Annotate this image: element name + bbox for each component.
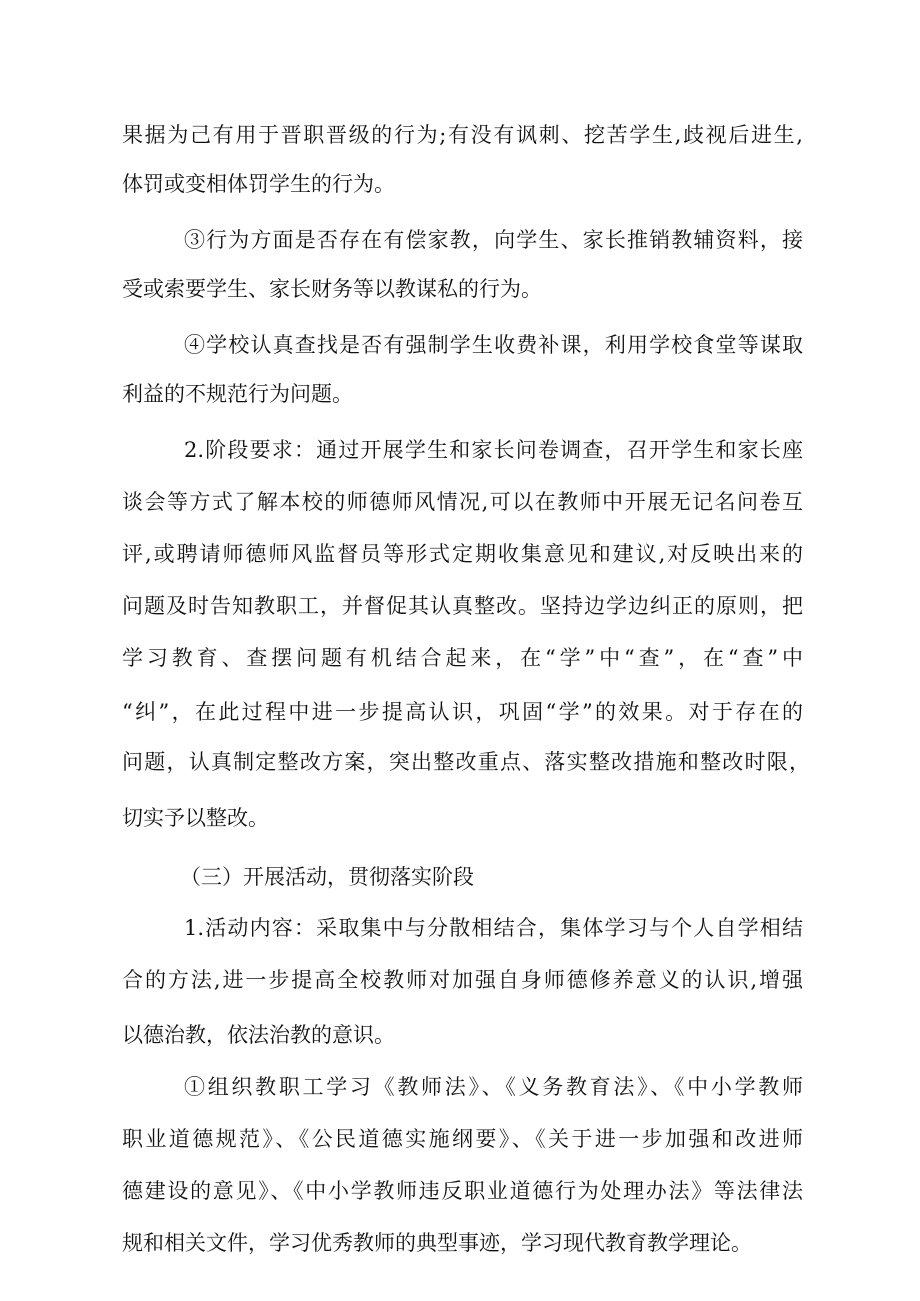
- paragraph-line: 问题，认真制定整改方案，突出整改重点、落实整改措施和整改时限，: [122, 750, 810, 774]
- paragraph-line: 德建设的意见》、《中小学教师违反职业道德行为处理办法》等法律法: [122, 1179, 803, 1203]
- paragraph-line: 规和相关文件，学习优秀教师的典型事迹，学习现代教育教学理论。: [122, 1231, 752, 1255]
- paragraph-line: 职业道德规范》、《公民道德实施纲要》、《关于进一步加强和改进师: [122, 1127, 803, 1151]
- paragraph-line: 1.活动内容：采取集中与分散相结合，集体学习与个人自学相结: [184, 916, 803, 940]
- paragraph-line: “纠”，在此过程中进一步提高认识，巩固“学”的效果。对于存在的: [122, 700, 803, 724]
- paragraph-line: ④学校认真查找是否有强制学生收费补课，利用学校食堂等谋取: [184, 333, 803, 357]
- paragraph-line: 谈会等方式了解本校的师德师风情况,可以在教师中开展无记名问卷互: [122, 490, 803, 514]
- paragraph-line: 学习教育、查摆问题有机结合起来，在“学”中“查”，在“查”中: [122, 646, 803, 670]
- paragraph-line: 果据为己有用于晋职晋级的行为;有没有讽刺、挖苦学生,歧视后进生,: [122, 123, 803, 147]
- paragraph-line: 评,或聘请师德师风监督员等形式定期收集意见和建议,对反映出来的: [122, 542, 803, 566]
- paragraph-line: 合的方法,进一步提高全校教师对加强自身师德修养意义的认识,增强: [122, 968, 803, 992]
- paragraph-line: ①组织教职工学习《教师法》、《义务教育法》、《中小学教师: [184, 1075, 803, 1099]
- paragraph-line: 体罚或变相体罚学生的行为。: [122, 172, 395, 196]
- section-heading: （三）开展活动，贯彻落实阶段: [180, 865, 474, 889]
- paragraph-line: 受或索要学生、家长财务等以教谋私的行为。: [122, 277, 542, 301]
- paragraph-line: 切实予以整改。: [122, 806, 269, 830]
- paragraph-line: 利益的不规范行为问题。: [122, 382, 353, 406]
- paragraph-line: ③行为方面是否存在有偿家教，向学生、家长推销教辅资料，接: [184, 228, 803, 252]
- paragraph-line: 以德治教，依法治教的意识。: [122, 1023, 395, 1047]
- paragraph-line: 问题及时告知教职工，并督促其认真整改。坚持边学边纠正的原则，把: [122, 594, 803, 618]
- paragraph-line: 2.阶段要求：通过开展学生和家长问卷调查，召开学生和家长座: [184, 438, 803, 462]
